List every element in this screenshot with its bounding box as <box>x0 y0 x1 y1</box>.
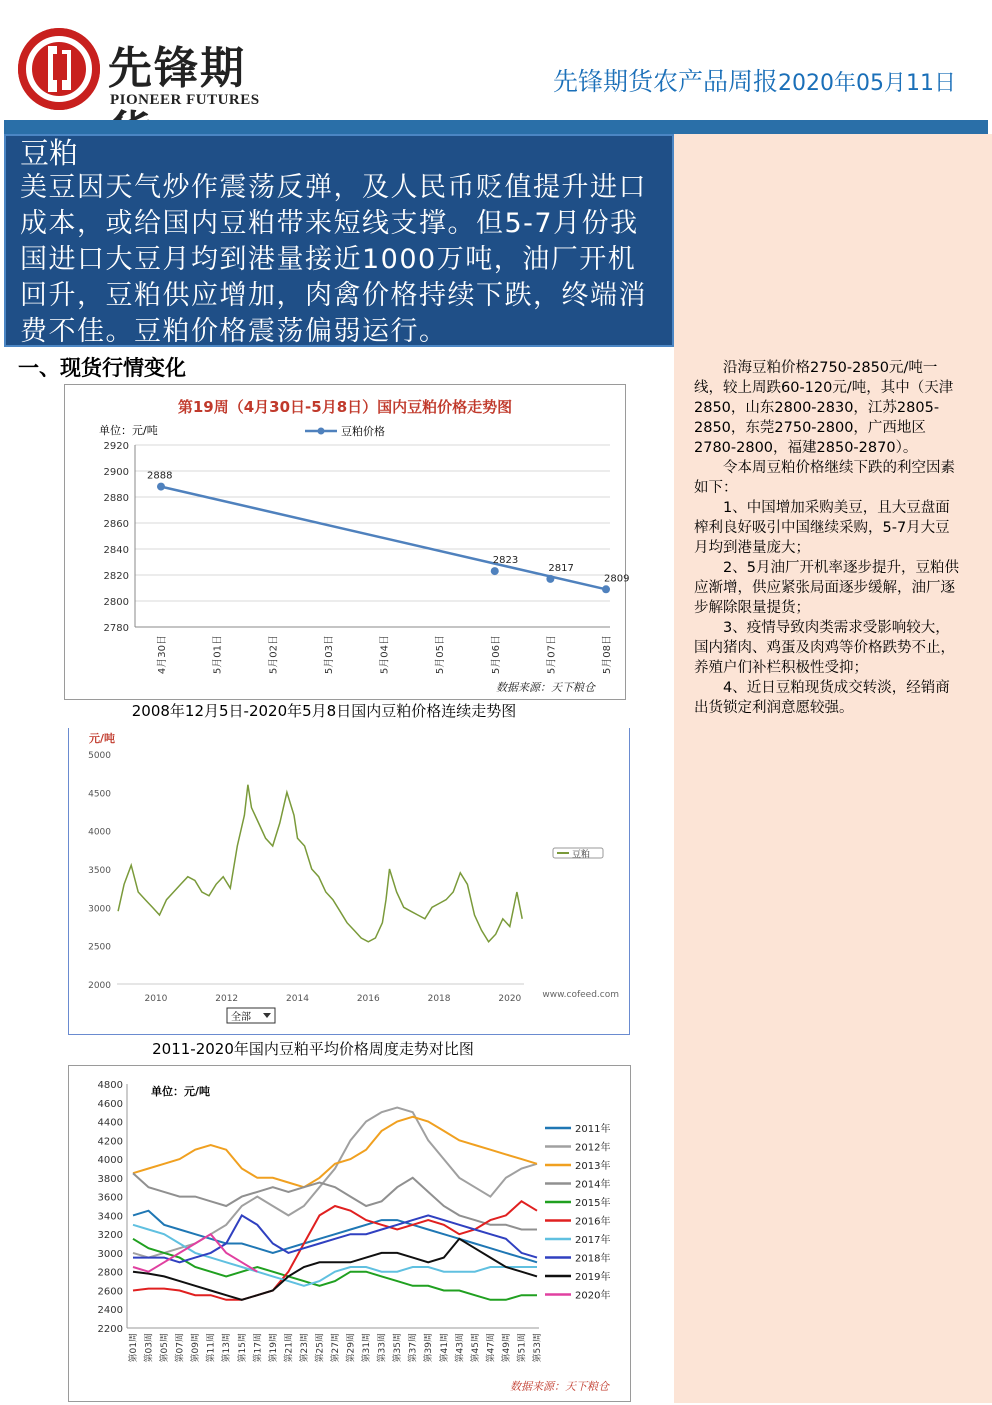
y-tick-label: 3000 <box>88 904 111 915</box>
y-tick-label: 3400 <box>97 1211 123 1223</box>
y-tick-label: 2920 <box>103 441 129 452</box>
x-tick-label: 第09周 <box>191 1333 202 1363</box>
data-label: 2817 <box>548 562 574 574</box>
y-tick-label: 3500 <box>88 866 111 876</box>
x-tick-label: 第15周 <box>237 1333 248 1363</box>
x-tick-label: 第43周 <box>455 1333 466 1363</box>
data-point <box>157 483 165 491</box>
y-tick-label: 2600 <box>97 1286 123 1298</box>
analysis-text <box>694 358 964 718</box>
report-title <box>553 62 956 98</box>
x-tick-label: 5月01日 <box>212 635 224 675</box>
unit-label: 单位：元/吨 <box>151 1085 211 1098</box>
company-name-en: PIONEER FUTURES <box>110 92 260 108</box>
x-tick-label: 第49周 <box>501 1333 512 1363</box>
range-select-label: 全部 <box>231 1012 251 1023</box>
analysis-paragraph: 1、中国增加采购美豆，且大豆盘面榨利良好吸引中国继续采购，5-7月大豆月均到港量庞大； <box>694 500 950 556</box>
x-tick-label: 2010 <box>144 994 168 1004</box>
data-point <box>491 567 499 575</box>
unit-label: 元/吨 <box>89 732 116 745</box>
y-tick-label: 2860 <box>103 519 129 530</box>
y-tick-label: 4400 <box>97 1117 123 1129</box>
x-tick-label: 第41周 <box>439 1333 450 1363</box>
x-tick-label: 第01周 <box>129 1333 139 1363</box>
x-tick-label: 第11周 <box>206 1333 217 1363</box>
x-tick-label: 第17周 <box>253 1333 264 1363</box>
legend-marker <box>318 428 325 435</box>
x-tick-label: 2016 <box>356 994 380 1004</box>
data-point <box>602 585 610 593</box>
yearly-comparison-chart <box>68 1065 631 1402</box>
series-line <box>118 785 522 942</box>
y-tick-label: 2200 <box>97 1324 123 1335</box>
y-tick-label: 3000 <box>97 1248 123 1260</box>
report-title-text: 先锋期货农产品周报 <box>553 67 779 96</box>
x-tick-label: 4月30日 <box>157 635 168 675</box>
x-tick-label: 第53周 <box>533 1333 543 1363</box>
x-tick-label: 第19周 <box>268 1333 279 1363</box>
weekly-price-chart-svg <box>65 385 630 699</box>
x-tick-label: 第35周 <box>393 1333 404 1363</box>
legend-label: 2014年 <box>575 1179 611 1191</box>
unit-label: 单位：元/吨 <box>99 424 158 437</box>
y-tick-label: 2500 <box>88 942 111 953</box>
x-tick-label: 第37周 <box>408 1333 419 1363</box>
y-tick-label: 2840 <box>103 545 129 556</box>
x-tick-label: 第27周 <box>331 1333 341 1363</box>
x-tick-label: 第33周 <box>377 1333 388 1363</box>
legend-label: 2015年 <box>575 1198 611 1209</box>
y-tick-label: 4200 <box>97 1136 123 1148</box>
logo-emblem-icon <box>18 28 100 110</box>
x-tick-label: 2018 <box>427 994 451 1004</box>
x-tick-label: 5月06日 <box>490 635 502 675</box>
analysis-paragraph: 令本周豆粕价格继续下跌的利空因素如下： <box>694 460 955 496</box>
y-tick-label: 2000 <box>88 981 111 991</box>
analysis-panel <box>674 134 992 1403</box>
x-tick-label: 第51周 <box>517 1333 528 1363</box>
company-name: 先锋期 <box>108 43 246 94</box>
chart-title: 第19周（4月30日-5月8日）国内豆粕价格走势图 <box>177 398 513 416</box>
y-tick-label: 2800 <box>103 597 129 608</box>
legend-label: 2017年 <box>575 1235 611 1246</box>
x-tick-label: 第29周 <box>346 1333 357 1363</box>
legend-label: 2011年 <box>575 1124 611 1135</box>
data-label: 2888 <box>147 470 173 482</box>
y-tick-label: 2880 <box>103 493 129 504</box>
report-date: 2020年05月11日 <box>778 71 956 96</box>
x-tick-label: 2020 <box>498 994 522 1004</box>
y-tick-label: 4800 <box>97 1080 123 1091</box>
analysis-paragraph: 沿海豆粕价格2750-2850元/吨一线，较上周跌60-120元/吨，其中（天津2850，山东2800-2830，江苏2805-2850，东莞2750-2800，广西地区2780-2800，福建2850-2870）。 <box>694 360 954 456</box>
x-tick-label: 第07周 <box>175 1333 186 1363</box>
x-tick-label: 2014 <box>286 994 309 1004</box>
historical-price-chart <box>68 728 630 1035</box>
y-tick-label: 3600 <box>97 1192 123 1204</box>
y-tick-label: 2820 <box>103 571 129 582</box>
series-line <box>133 1117 537 1187</box>
x-tick-label: 5月02日 <box>268 635 280 675</box>
y-tick-label: 4000 <box>88 827 111 838</box>
summary-text: 美豆因天气炒作震荡反弹，及人民币贬值提升进口成本，或给国内豆粕带来短线支撑。但5-7月份我国进口大豆月均到港量接近1000万吨，油厂开机回升，豆粕供应增加，肉禽价格持续下跌，终端消费不佳。豆粕价格震荡偏弱运行。 <box>20 172 647 347</box>
historical-price-chart-svg <box>69 728 629 1033</box>
series-line <box>133 1239 537 1300</box>
data-label: 2823 <box>492 555 519 567</box>
series-line <box>133 1211 537 1263</box>
x-tick-label: 5月07日 <box>546 635 558 675</box>
x-tick-label: 2012 <box>215 994 239 1004</box>
data-label: 2809 <box>604 573 630 585</box>
x-tick-label: 5月05日 <box>435 635 447 675</box>
legend-label: 豆粕 <box>572 850 591 860</box>
legend-label: 2012年 <box>575 1142 611 1154</box>
x-tick-label: 第21周 <box>284 1333 295 1363</box>
x-tick-label: 第31周 <box>362 1333 373 1363</box>
series-line <box>133 1239 537 1300</box>
series-line <box>133 1215 537 1262</box>
y-tick-label: 2900 <box>103 467 129 478</box>
analysis-paragraph: 3、疫情导致肉类需求受影响较大，国内猪肉、鸡蛋及肉鸡等价格跌势不止，养殖户们补栏积极性受抑； <box>694 620 955 676</box>
source-note: 数据来源：天下粮仓 <box>496 681 595 694</box>
x-tick-label: 5月03日 <box>323 635 335 675</box>
x-tick-label: 第25周 <box>315 1333 326 1363</box>
series-line <box>133 1173 537 1229</box>
y-tick-label: 4500 <box>88 789 111 800</box>
legend-label: 豆粕价格 <box>341 425 385 438</box>
commodity-title: 豆粕 <box>20 136 79 170</box>
x-tick-label: 第39周 <box>424 1333 435 1363</box>
analysis-paragraph: 2、5月油厂开机率逐步提升，豆粕供应渐增，供应紧张局面逐步缓解，油厂逐步解除限量提货； <box>694 560 959 616</box>
x-tick-label: 第23周 <box>299 1333 310 1363</box>
series-line <box>161 487 606 590</box>
y-tick-label: 2780 <box>103 623 129 634</box>
y-tick-label: 4600 <box>97 1098 123 1110</box>
legend-label: 2018年 <box>575 1253 611 1265</box>
legend-label: 2013年 <box>575 1161 611 1172</box>
y-tick-label: 5000 <box>88 751 111 761</box>
source-note: www.cofeed.com <box>542 990 619 1000</box>
source-note: 数据来源：天下粮仓 <box>510 1380 609 1393</box>
x-tick-label: 第13周 <box>222 1333 233 1363</box>
y-tick-label: 3200 <box>97 1230 123 1242</box>
y-tick-label: 2800 <box>97 1267 123 1279</box>
yearly-comparison-chart-svg <box>69 1066 630 1401</box>
company-logo <box>18 28 280 110</box>
section-heading: 一、现货行情变化 <box>18 356 186 380</box>
y-tick-label: 4000 <box>97 1155 123 1167</box>
header-divider <box>4 120 988 134</box>
summary-box <box>4 134 674 347</box>
x-tick-label: 第45周 <box>470 1333 481 1363</box>
legend-label: 2020年 <box>575 1290 611 1302</box>
y-tick-label: 3800 <box>97 1173 123 1185</box>
analysis-paragraph: 4、近日豆粕现货成交转淡，经销商出货锁定利润意愿较强。 <box>694 680 950 716</box>
x-tick-label: 5月04日 <box>379 635 391 675</box>
legend-label: 2019年 <box>575 1272 611 1283</box>
chart3-caption: 2011-2020年国内豆粕平均价格周度走势对比图 <box>152 1040 474 1058</box>
chart2-caption: 2008年12月5日-2020年5月8日国内豆粕价格连续走势图 <box>131 702 517 720</box>
x-tick-label: 5月08日 <box>602 635 613 675</box>
data-point <box>546 575 554 583</box>
x-tick-label: 第03周 <box>144 1333 155 1363</box>
legend-label: 2016年 <box>575 1216 611 1228</box>
weekly-price-chart <box>64 384 630 700</box>
x-tick-label: 第47周 <box>486 1333 497 1363</box>
y-tick-label: 2400 <box>97 1305 123 1317</box>
x-tick-label: 第05周 <box>160 1333 171 1363</box>
